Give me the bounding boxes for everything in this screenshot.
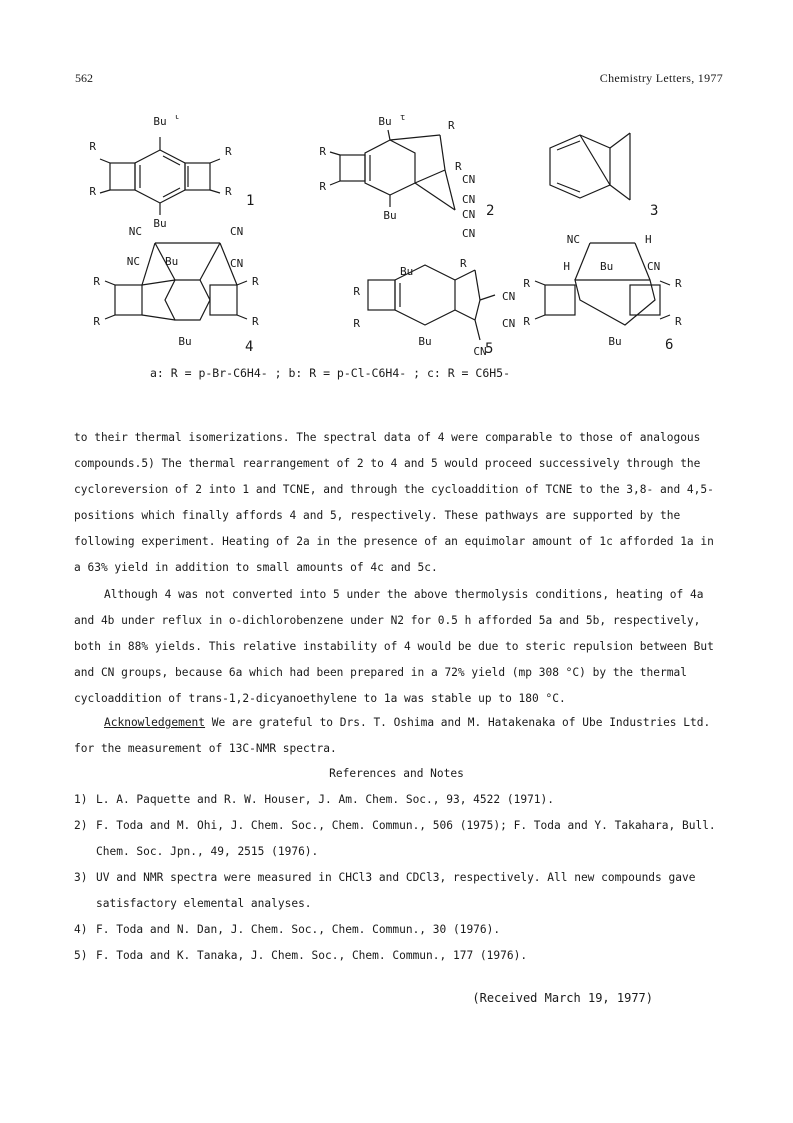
page-number: 562 [75, 71, 93, 85]
label-r: R [93, 315, 100, 328]
body-paragraph-2: Although 4 was not converted into 5 under the above thermolysis conditions, heating of 4a and 4b under reflux in o-dichlorobenzene under N2 for 0.5 h afforded 5a and 5b, respectively, both in 88% yields. This relative instability of 4 would be due to steric repulsion between But and CN groups, because 6a which had been prepared in a 72% yield (mp 308 °C) by the thermal cycloaddition of trans-1,2-dicyanoethylene to 1a was stable up to 180 °C. [74, 588, 714, 705]
label-but: Bu [165, 255, 179, 268]
label-nc: NC [128, 225, 142, 238]
compound-number-6: 6 [665, 337, 674, 353]
structure-6 [535, 243, 670, 325]
acknowledgement-text: We are grateful to Drs. T. Oshima and M. Hatakenaka of Ube Industries Ltd. for the measurement of 13C-NMR spectra. [74, 716, 711, 755]
reference-item: 5) F. Toda and K. Tanaka, J. Chem. Soc., Chem. Commun., 177 (1976). [74, 949, 528, 962]
label-but: Bu [153, 217, 167, 230]
compound-number-4: 4 [245, 339, 254, 355]
label-but: Bu [418, 335, 432, 348]
label-r: R [455, 160, 462, 173]
label-cn: CN [473, 345, 487, 358]
label-but: Bu [400, 265, 414, 278]
label-r: R [319, 180, 326, 193]
compound-number-5: 5 [485, 341, 494, 357]
label-r: R [252, 275, 259, 288]
label-r: R [353, 285, 360, 298]
label-cn: CN [462, 208, 476, 221]
acknowledgement-heading: Acknowledgement [104, 716, 206, 729]
label-but: Bu [600, 260, 614, 273]
label-h: H [645, 233, 652, 246]
substituent-legend: a: R = p-Br-C6H4- ; b: R = p-Cl-C6H4- ; c: R = C6H5- [150, 366, 511, 380]
label-r: R [448, 119, 455, 132]
label-cn: CN [462, 227, 476, 240]
label-r: R [252, 315, 259, 328]
structures-svg [70, 115, 730, 405]
label-r: R [675, 277, 682, 290]
label-h: H [563, 260, 570, 273]
label-but: Bu [608, 335, 622, 348]
label-r: R [93, 275, 100, 288]
label-t: t [400, 115, 406, 123]
references-list [74, 787, 724, 969]
label-r: R [523, 315, 530, 328]
reference-item: 2) F. Toda and M. Ohi, J. Chem. Soc., Chem. Commun., 506 (1975); F. Toda and Y. Takahara, Bull. Chem. Soc. Jpn., 49, 2515 (1976). [74, 819, 716, 858]
label-r: R [460, 257, 467, 270]
compound-number-2: 2 [486, 203, 495, 219]
structure-3 [550, 133, 630, 200]
label-r: R [225, 145, 232, 158]
label-r: R [225, 185, 232, 198]
structure-2 [330, 130, 455, 210]
journal-header: Chemistry Letters, 1977 [599, 71, 723, 85]
references-title: References and Notes [329, 767, 464, 780]
label-cn: CN [502, 290, 516, 303]
label-r: R [353, 317, 360, 330]
label-but: Bu [153, 115, 167, 128]
label-but: Bu [178, 335, 192, 348]
received-date: (Received March 19, 1977) [472, 991, 653, 1005]
label-cn: CN [647, 260, 661, 273]
body-paragraph-1: to their thermal isomerizations. The spectral data of 4 were comparable to those of analogous compounds.5) The thermal rearrangement of 2 to 4 and 5 would proceed successively through the cycloreversion of 2 into 1 and TCNE, and through the cycloaddition of TCNE to the 3,8- and 4,5-positions which finally affords 4 and 5, respectively. These pathways are supported by the following experiment. Heating of 2a in the presence of an equimolar amount of 1c afforded 1a in a 63% yield in addition to small amounts of 4c and 5c. [74, 431, 714, 574]
chemical-structures-figure [70, 115, 730, 405]
reference-item: 4) F. Toda and N. Dan, J. Chem. Soc., Chem. Commun., 30 (1976). [74, 923, 501, 936]
label-cn: CN [230, 257, 244, 270]
acknowledgement [74, 710, 722, 762]
label-t: t [174, 115, 180, 122]
label-r: R [89, 185, 96, 198]
label-r: R [319, 145, 326, 158]
label-cn: CN [230, 225, 244, 238]
label-nc: NC [566, 233, 580, 246]
compound-number-1: 1 [246, 193, 255, 209]
label-cn: CN [462, 173, 476, 186]
label-r: R [89, 140, 96, 153]
label-nc: NC [126, 255, 140, 268]
label-r: R [523, 277, 530, 290]
label-cn: CN [462, 193, 476, 206]
label-cn: CN [502, 317, 516, 330]
reference-item: 3) UV and NMR spectra were measured in CHCl3 and CDCl3, respectively. All new compounds gave satisfactory elemental analyses. [74, 871, 696, 910]
compound-number-3: 3 [650, 203, 659, 219]
label-but: Bu [378, 115, 392, 128]
structure-1 [100, 137, 220, 215]
label-but: Bu [383, 209, 397, 222]
label-r: R [675, 315, 682, 328]
structure-5 [368, 265, 495, 340]
reference-item: 1) L. A. Paquette and R. W. Houser, J. Am. Chem. Soc., 93, 4522 (1971). [74, 793, 555, 806]
